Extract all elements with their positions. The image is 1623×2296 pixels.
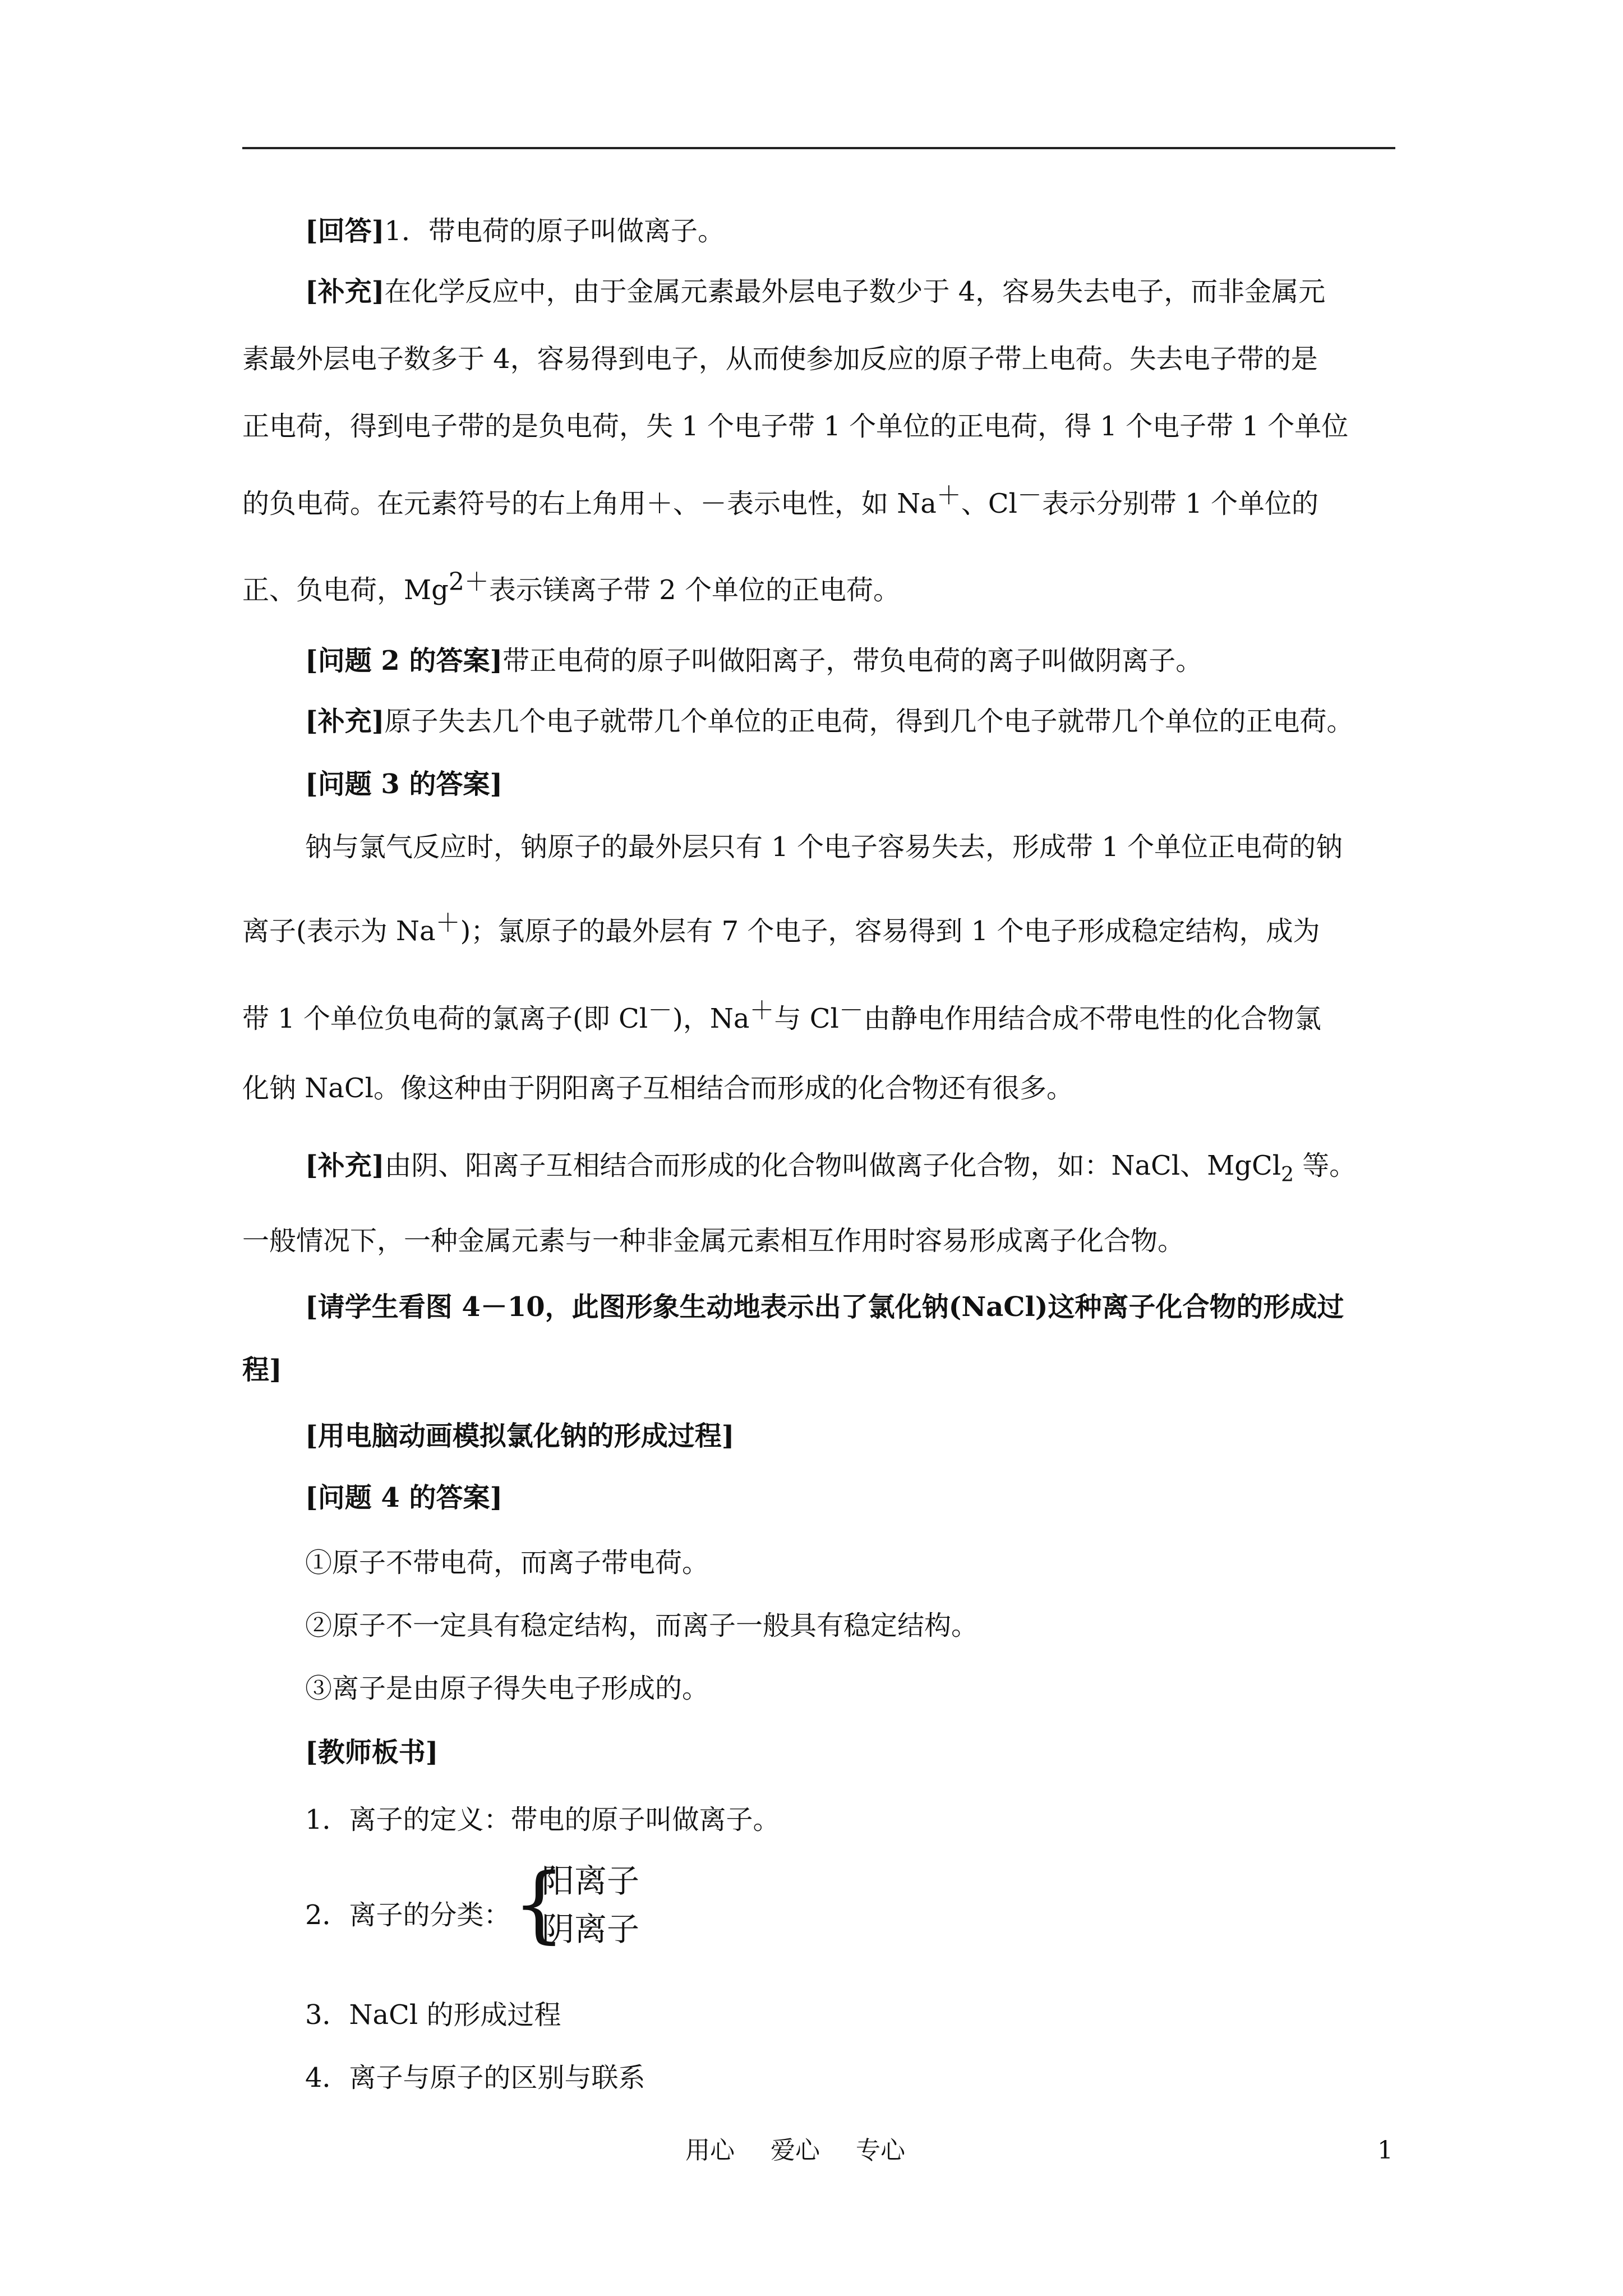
text-run: 由静电作用结合成不带电性的化合物氯 (863, 1003, 1321, 1034)
class-cation: 阳离子 (542, 1862, 640, 1900)
question3-line-3 (242, 996, 1321, 1036)
board-heading: [教师板书] (305, 1737, 439, 1768)
text-run: )；氯原子的最外层有 7 个电子，容易得到 1 个电子形成稳定结构，成为 (460, 915, 1320, 947)
text-run: 表示分别带 1 个单位的 (1041, 488, 1319, 519)
page-number: 1 (1377, 2136, 1393, 2165)
text-run: 离子(表示为 Na (242, 915, 436, 947)
supplement-3-line-2: 一般情况下，一种金属元素与一种非金属元素相互作用时容易形成离子化合物。 (242, 1225, 1185, 1257)
supplement-2-text: 原子失去几个电子就带几个单位的正电荷，得到几个电子就带几个单位的正电荷。 (384, 706, 1354, 737)
text-run: 的负电荷。在元素符号的右上角用＋、－表示电性，如 Na (242, 488, 937, 519)
text-run: 等。 (1294, 1150, 1357, 1181)
supplement-3-tag: [补充] (305, 1150, 385, 1181)
answer-tag: [回答] (305, 215, 385, 247)
question3-heading: [问题 3 的答案] (305, 769, 503, 800)
text-run: 表示镁离子带 2 个单位的正电荷。 (488, 574, 900, 606)
supplement-text: 在化学反应中，由于金属元素最外层电子数少于 4，容易失去电子，而非金属元 (384, 276, 1326, 307)
figure-instruction-line-2: 程] (242, 1354, 282, 1386)
answer-item-1: ①原子不带电荷，而离子带电荷。 (305, 1547, 709, 1579)
supplement-tag: [补充] (305, 276, 385, 307)
charge-superscript: ＋ (749, 996, 774, 1025)
charge-superscript: ＋ (435, 909, 460, 937)
supplement-paragraph-line-5 (242, 568, 900, 607)
supplement-paragraph-line-1 (305, 275, 1325, 309)
charge-superscript: ＋ (936, 481, 961, 510)
header-rule (242, 147, 1395, 149)
classification-brace: { (513, 1856, 566, 1952)
text-run: 带 1 个单位负电荷的氯离子(即 Cl (242, 1003, 648, 1034)
board-item-1: 1．离子的定义：带电的原子叫做离子。 (305, 1804, 780, 1835)
charge-superscript: － (648, 996, 673, 1025)
supplement-paragraph-line-2: 素最外层电子数多于 4，容易得到电子，从而使参加反应的原子带上电荷。失去电子带的是 (242, 343, 1318, 375)
supplement-3-line-1 (305, 1149, 1357, 1186)
supplement-paragraph-line-3: 正电荷，得到电子带的是负电荷，失 1 个电子带 1 个单位的正电荷，得 1 个电子带 1 个单位 (242, 411, 1349, 442)
subscript: 2 (1281, 1163, 1294, 1186)
figure-instruction-line-1: [请学生看图 4－10，此图形象生动地表示出了氯化钠(NaCl)这种离子化合物的形成过 (305, 1291, 1344, 1323)
supplement-paragraph-line-4 (242, 481, 1319, 521)
question2-answer (305, 644, 1202, 678)
text-run: 与 Cl (774, 1003, 839, 1034)
question2-text: 带正电荷的原子叫做阳离子，带负电荷的离子叫做阴离子。 (502, 645, 1203, 677)
animation-instruction: [用电脑动画模拟氯化钠的形成过程] (305, 1420, 735, 1452)
board-item-4: 4．离子与原子的区别与联系 (305, 2062, 645, 2093)
question3-line-4: 化钠 NaCl。像这种由于阴阳离子互相结合而形成的化合物还有很多。 (242, 1073, 1073, 1104)
answer-item-2: ②原子不一定具有稳定结构，而离子一般具有稳定结构。 (305, 1610, 979, 1641)
text-run: )，Na (672, 1003, 750, 1034)
board-item-3: 3．NaCl 的形成过程 (305, 1999, 561, 2031)
question3-line-1: 钠与氯气反应时，钠原子的最外层只有 1 个电子容易失去，形成带 1 个单位正电荷的钠 (305, 831, 1343, 863)
question3-line-2 (242, 909, 1320, 948)
question4-heading: [问题 4 的答案] (305, 1482, 503, 1513)
text-run: 正、负电荷，Mg (242, 574, 449, 606)
class-anion: 阴离子 (542, 1910, 640, 1948)
charge-superscript: － (1017, 481, 1042, 510)
footer-slogan-2: 爱心 (771, 2136, 820, 2165)
board-item-2: 2．离子的分类： (305, 1899, 511, 1931)
supplement-2 (305, 705, 1353, 738)
answer-paragraph (305, 214, 725, 248)
question2-tag: [问题 2 的答案] (305, 645, 503, 677)
footer-slogan-1: 用心 (685, 2136, 735, 2165)
text-run: 由阴、阳离子互相结合而形成的化合物叫做离子化合物，如：NaCl、MgCl (384, 1150, 1281, 1181)
charge-superscript: 2＋ (448, 568, 489, 596)
text-run: 、Cl (961, 488, 1017, 519)
charge-superscript: － (838, 996, 864, 1025)
supplement-2-tag: [补充] (305, 706, 385, 737)
answer-item-3: ③离子是由原子得失电子形成的。 (305, 1673, 709, 1704)
footer-slogan-3: 专心 (856, 2136, 905, 2165)
answer-text: 1．带电荷的原子叫做离子。 (384, 215, 725, 247)
